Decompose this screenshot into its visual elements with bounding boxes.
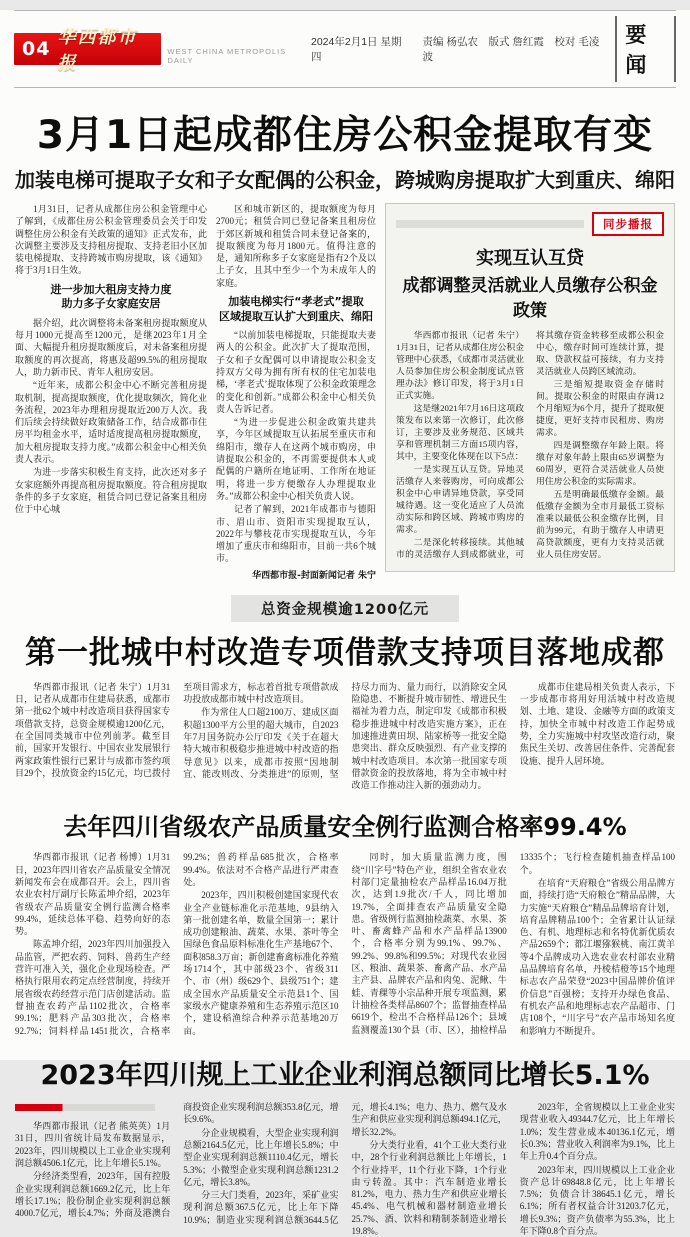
paragraph: 陈孟坤介绍，2023年四川加强投入品监管，严把农药、饲料、兽药生产经营许可准入关，强化企业现场检查。严格执行限用农药定点经营制度，持续开展省级农药经营示范门店创建活动。监督抽查农药产品1102批次，合格率99.1%；肥料产品303批次，合格率92.7%；饲料样品1451批次，合格率99.2%；兽药样品685批次，合格率99.4%。依法对不合格产品进行严肃查处。 [15,852,339,1036]
story3-headline: 去年四川省级农产品质量安全例行监测合格率99.4% [63,813,627,842]
paragraph: “为进一步促进公积金政策共建共享，今年区域提取互认拓展至重庆市和绵阳市，缴存人在这两个城市购房，申请提取公积金的，不再需要提供本人或配偶的户籍所在地证明、工作所在地证明，将进一步方便缴存人办理提取业务。”成都公积金中心相关负责人说。 [216,417,376,501]
story1-col1-text [15,317,207,516]
story2-body [15,681,675,792]
paragraph: 一是实现互认互贷。异地灵活缴存人来蓉购房，可向成都公积金中心申请异地贷款，享受同城待遇。这一变化适应了人员流动实际和跨区域、跨城市购房的需求。 [396,464,524,534]
paragraph: 作为常住人口超2100万、建成区面积超1300平方公里的超大城市，自2023年7月国务院办公厅印发《关于在超大特大城市积极稳步推进城中村改造的指导意见》以来，成都市按照“因地制宜、能改则改、分类推进”的原则，坚持尽力而为、量力而行，以消除安全风险隐患、不断提升城市韧性、增进民生福祉为着力点，制定印发《成都市积极稳步推进城中村改造实施方案》，正在加速推进黄田坝、陆家桥等一批安全隐患突出、群众反映强烈、有产业支撑的城中村改造项目。本次第一批国家专项借款资金的投放落地，将为全市城中村改造工作推动注入新的强劲动力。 [183,681,507,791]
dateline: 2024年2月1日 星期四 [311,36,402,63]
paragraph: 华西都市报讯（记者 朱宁）1月31日，记者从成都市住建局获悉，成都市第一批62个城中村改造项目获得国家专项借款支持，总资金规模逾1200亿元，在全国同类城市中位列前茅。截至目前，国家开发银行、中国农业发展银行两家政策性银行已累计与成都市签约项目29个，投放资金约15亿元，均已拨付至项目需求方，标志着首批专项借款成功投放成都市城中村改造项目。 [15,681,339,778]
story4-headline: 2023年四川规上工业企业利润总额同比增长5.1% [40,1060,650,1092]
story1-column-1 [15,203,207,517]
story-agri-product-quality [0,807,690,1037]
subhead-line: 加装电梯实行“孝老式”提取 [228,295,364,309]
paragraph: 华西都市报讯（记者 熊英英）1月31日，四川省统计局发布数据显示，2023年，四川规模以上工业企业实现利润总额4506.1亿元，比上年增长5.1%。 [15,1121,171,1168]
story1-body [15,203,675,581]
brand-name-cn: 华西都市报 [57,27,138,74]
paragraph: 五是明确最低缴存金额。最低缴存金额为全市月最低工资标准乘以最低公积金缴存比例，目前为99元，有助于缴存人申请更高贷款额度，更有力支持灵活就业人员住房安居。 [536,489,664,559]
story2-kicker-wrap [0,595,690,622]
story-urban-village-loans [0,595,690,792]
story4-body [15,1101,675,1237]
story1-col1-intro [15,203,207,277]
section-label: 要闻 [615,16,676,82]
sidebar-box [385,203,675,572]
story1-subhead-2 [216,295,376,324]
story1-headline: 3月1日起成都住房公积金提取有变 [36,113,654,158]
paragraph: 2023年，四川积极创建国家现代农业全产业链标准化示范基地，9县纳入第一批创建名单，数量全国第一；累计成功创建粮油、蔬菜、水果、茶叶等全国绿色食品原料标准化生产基地67个、面积858.3万亩；新创建畜禽标准化养殖场1714个，其中部级23个、省级311个、市（州）级629个、县级751个；建成全国水产品质量安全示范县1个、国家级水产健康养殖和生态养殖示范区10个，建设稻渔综合种养示范基地20万亩。 [183,890,339,1036]
paragraph: 分企业规模看，大型企业实现利润总额2164.5亿元，比上年增长5.8%；中型企业实现利润总额1110.4亿元，增长5.3%；小微型企业实现利润总额1231.2亿元，增长3.8%。 [183,1127,339,1187]
brand-name-en: WEST CHINA METROPOLIS DAILY [167,47,287,65]
story2-headline: 第一批城中村改造专项借款支持项目落地成都 [25,634,665,671]
story1-column-2 [216,203,376,581]
paragraph: 1月31日，记者从成都住房公积金管理中心了解到，《成都住房公积金管理委员会关于印发调整住房公积金有关政策的通知》正式发布，此次调整主要涉及支持租房提取、支持老旧小区加装电梯提取、支持跨城市购房提取，该《通知》将于3月1日生效。 [15,204,207,276]
paragraph: “以前加装电梯提取，只能提取夫妻两人的公积金。此次扩大了提取范围，子女和子女配偶可以申请提取公积金支持双方父母为拥有所有权的住宅加装电梯，‘孝老式’提取体现了公积金政策理念的变化和创新。”成都公积金中心相关负责人告诉记者。 [216,330,376,414]
story1-byline: 华西都市报-封面新闻记者 朱宁 [252,570,376,581]
story1-col2-text [216,329,376,565]
subhead-line: 区域提取互认扩大到重庆、绵阳 [219,309,373,323]
paragraph: 2023年末，四川规模以上工业企业资产总计69848.8亿元，比上年增长7.5%；负债合计38645.1亿元，增长6.1%；所有者权益合计31203.7亿元，增长9.3%；资产负债率为55.3%，比上年下降0.8个百分点。 [519,1164,675,1237]
story4-text [15,1101,675,1237]
story-industrial-profit [0,1053,690,1237]
paragraph: 记者了解到，2021年成都市与德阳市、眉山市、资阳市实现提取互认，2022年与攀枝花市实现提取互认，今年增加了重庆市和绵阳市，目前一共6个城市。 [216,504,376,564]
paragraph: 在培育“天府粮仓”省级公用品牌方面，持续打造“天府粮仓”精品品牌，大力实施“天府粮仓”精品品牌培育计划，培育品牌精品100个；全省累计认证绿色、有机、地理标志和名特优新优质农产品2659个；都江堰猕猴桃、南江黄羊等4个品牌成功入选农业农村部农业精品品牌培育名单，丹棱桔橙等15个地理标志农产品荣登“2023中国品牌价值评价信息”百强榜；支持开办绿色食品、有机农产品和地理标志农产品超市、门店108个，“川字号”农产品市场知名度和影响力不断提升。 [519,877,675,1036]
sidebar-badge: 同步播报 [592,212,664,236]
paragraph: 三是缩短提取资金存储时间。提取公积金的时限由存满12个月缩短为6个月，提升了提取便捷度，更好支持市民租房、购房需求。 [536,379,664,437]
story4-decorative-bar [15,1104,155,1111]
masthead [14,10,676,88]
story-housing-fund [0,104,690,581]
paragraph: 同时，加大质量监测力度，围绕“川字号”特色产业，组织全省农业农村部门定量抽检农产品样品16.04万批次，达到1.9批次/千人，同比增加19.7%，全面排查农产品质量安全隐患。省级例行监测抽检蔬菜、水果、茶叶、畜禽蜂产品和水产品样品13900个，合格率分别为99.1%、99.7%、99.2%、99.8%和99.5%；对现代农业园区、粮油、蔬果茶、畜禽产品、水产品主产县、品牌农产品和肉兔、泥鳅、牛蛙、青稞等小宗品种开展专项监测，累计抽检各类样品8607个；监督抽查样品6619个，检出不合格样品126个；县域监测覆盖130个县（市、区），抽检样品13335个；飞行检查随机抽查样品100个。 [351,852,675,1035]
story1-col2-intro [216,203,376,289]
paragraph: 四是调整缴存年龄上限。将缴存对象年龄上限由65岁调整为60周岁，更符合灵活就业人员使用住房公积金的实际需求。 [536,440,664,486]
paragraph: 分大类行业看，41个工业大类行业中，28个行业利润总额比上年增长，1个行业持平，11个行业下降，1个行业由亏转盈。其中：汽车制造业增长81.2%，电力、热力生产和供应业增长45.4%、电气机械和器材制造业增长25.7%、酒、饮料和精制茶制造业增长19.8%。 [351,1139,507,1237]
page-number: 04 [22,38,51,60]
paragraph: 据介绍，此次调整将未备案租房提取额度从每月1000元提高至1200元，是继2023年1月全面、大幅提升租房提取额度后，对未备案租房提取额度的再次提高，将惠及超99.5%的租房提取人，助力新市民、青年人租房安居。 [15,317,207,377]
paragraph: 二是深化转移接续。其他城市的灵活缴存人到成都就业，可将其缴存资金转移至成都公积金中心，缴存时间可连续计算，提取、贷款权益可接续，有力支持灵活就业人员跨区域流动。 [396,330,664,559]
paragraph: 成都市住建局相关负责人表示，下一步成都市将用好用活城中村改造规划、土地、建设、金融等方面的政策支持，加快全市城中村改造工作起势成势，全力实施城中村攻坚改造行动，聚焦民生关切、改善居住条件、完善配套设施、提升人居环境。 [519,681,675,766]
paragraph: 为进一步落实积极生育支持，此次还对多子女家庭额外再提高租房提取额度。符合租房提取条件的多子女家庭，租赁合同已登记备案且租房位于中心城 [15,467,207,515]
story1-subhead-1 [15,283,207,312]
sidebar-title-line2: 成都调整灵活就业人员缴存公积金政策 [402,276,658,321]
paragraph: 2023年，全省规模以上工业企业实现营业收入49344.7亿元，比上年增长1.0%；发生营业成本40136.1亿元，增长0.3%；营业收入利润率为9.1%，比上年上升0.4个百分点。 [519,1102,675,1162]
paragraph: 华西都市报讯（记者 杨博）1月31日，2023年四川省农产品质量安全情况新闻发布会在成都召开。会上，四川省农业农村厅副厅长陈孟坤介绍，2023年省级农产品质量安全例行监测合格率99.4%，延续总体平稳、趋势向好的态势。 [15,852,171,937]
staff-credits: 责编 杨弘农 版式 詹红霞 校对 毛凌波 [422,36,600,63]
story2-kicker: 总资金规模逾1200亿元 [231,595,459,622]
paragraph: 分三大门类看，2023年，采矿业实现利润总额367.5亿元，比上年下降10.9%；制造业实现利润总额3644.5亿元，增长4.1%；电力、热力、燃气及水生产和供应业实现利润总额494.1亿元，增长32.2%。 [183,1102,507,1225]
sidebar-topbar [396,212,664,236]
brand-logo [14,27,161,74]
subhead-line: 进一步加大租房支持力度 [50,282,172,296]
paragraph: 区和城市新区的，提取额度为每月2700元；租赁合同已登记备案且租房位于郊区新城和租赁合同未登记备案的，提取额度为每月1800元。值得注意的是，通知所称多子女家庭是指有2个及以上子女，且其中至少一个为未成年人的家庭。 [216,204,376,288]
newspaper-page [0,10,690,1237]
subhead-line: 助力多子女家庭安居 [61,297,161,311]
story1-deck: 加装电梯可提取子女和子女配偶的公积金，跨城购房提取扩大到重庆、绵阳 [15,168,675,192]
paragraph: “近年来，成都公积金中心不断完善租房提取机制，提高提取额度，优化提取频次，简化业务流程，2023年办理租房提取近200万人次。我们后续会持续做好政策储备工作，结合成都市住房平均租金水平，适时适度提高租房提取额度，加大租房提取支持力度。”成都公积金中心相关负责人表示。 [15,380,207,465]
sidebar-title-line1: 实现互认互贷 [476,248,584,269]
paragraph: 分经济类型看，2023年，国有控股企业实现利润总额1669.2亿元，比上年增长17.1%；股份制企业实现利润总额4000.7亿元，增长4.7%；外商及港澳台商投资企业实现利润总额353.8亿元，增长9.6%。 [15,1102,339,1219]
masthead-right [311,16,676,82]
sidebar-body [396,329,664,561]
paragraph: 这是继2021年7月16日这项政策发布以来第一次修订，此次修订，主要涉及业务规范、区域共享和管理机制三方面15项内容，其中，主要变化体现在以下5点： [396,403,524,461]
story3-body [15,851,675,1037]
paragraph: 华西都市报讯（记者 朱宁）1月31日，记者从成都住房公积金管理中心获悉，《成都市灵活就业人员参加住房公积金制度试点管理办法》修订印发，将于3月1日正式实施。 [396,330,524,400]
sidebar-gray-bar [396,220,584,228]
